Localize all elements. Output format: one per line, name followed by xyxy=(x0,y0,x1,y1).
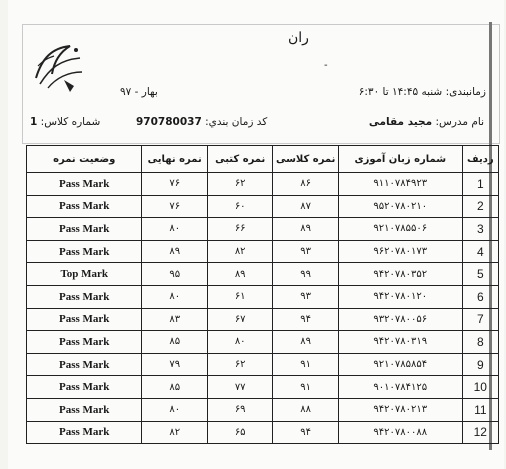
table-row xyxy=(27,331,499,354)
table-header-row xyxy=(27,146,499,173)
final-score: ۸۰ xyxy=(142,398,207,421)
teacher-name: مجید مقامی xyxy=(368,116,433,128)
class-score: ۸۶ xyxy=(273,173,338,196)
table-row xyxy=(27,285,499,308)
table-row xyxy=(27,218,499,241)
final-score: ۹۵ xyxy=(142,263,207,286)
student-code: ۹۲۱۰۷۸۵۵۰۶ xyxy=(338,218,462,241)
table-row xyxy=(27,308,499,331)
document-page xyxy=(8,0,504,469)
header-status: وضعیت نمره xyxy=(27,146,142,173)
schedule-label: زمانبندی: xyxy=(445,86,486,98)
student-code: ۹۰۱۰۷۸۴۱۲۵ xyxy=(338,376,462,399)
class-number-label: شماره کلاس: xyxy=(40,116,101,128)
class-score: ۹۳ xyxy=(273,285,338,308)
table-row xyxy=(27,195,499,218)
written-score: ۶۷ xyxy=(207,308,272,331)
row-index: 11 xyxy=(462,398,498,421)
header-written-score: نمره کتبی xyxy=(207,146,272,173)
teacher-label: نام مدرس: xyxy=(435,116,484,128)
class-score: ۹۹ xyxy=(273,263,338,286)
header-dash: - xyxy=(324,60,328,71)
table-row xyxy=(27,353,499,376)
written-score: ۸۰ xyxy=(207,331,272,354)
written-score: ۸۹ xyxy=(207,263,272,286)
status: Pass Mark xyxy=(27,421,142,444)
class-number-line xyxy=(30,116,100,128)
class-score: ۹۴ xyxy=(273,308,338,331)
teacher-line xyxy=(369,116,484,128)
status: Pass Mark xyxy=(27,353,142,376)
class-score: ۹۴ xyxy=(273,421,338,444)
schedule-line xyxy=(359,86,486,98)
status: Pass Mark xyxy=(27,173,142,196)
course-code-label: کد زمان بندي: xyxy=(205,116,268,128)
student-code: ۹۴۲۰۷۸۰۰۸۸ xyxy=(338,421,462,444)
student-code: ۹۴۲۰۷۸۰۱۲۰ xyxy=(338,285,462,308)
row-index: 10 xyxy=(462,376,498,399)
term-label: بهار - ۹۷ xyxy=(120,86,158,98)
status: Pass Mark xyxy=(27,376,142,399)
row-index: 2 xyxy=(462,195,498,218)
header-class-score: نمره کلاسی xyxy=(273,146,338,173)
final-score: ۷۶ xyxy=(142,173,207,196)
student-code: ۹۱۱۰۷۸۴۹۲۳ xyxy=(338,173,462,196)
final-score: ۸۹ xyxy=(142,240,207,263)
status: Pass Mark xyxy=(27,218,142,241)
final-score: ۸۵ xyxy=(142,331,207,354)
status: Top Mark xyxy=(27,263,142,286)
row-index: 3 xyxy=(462,218,498,241)
written-score: ۷۷ xyxy=(207,376,272,399)
table-row xyxy=(27,398,499,421)
written-score: ۶۶ xyxy=(207,218,272,241)
status: Pass Mark xyxy=(27,285,142,308)
status: Pass Mark xyxy=(27,240,142,263)
row-index: 4 xyxy=(462,240,498,263)
class-score: ۹۱ xyxy=(273,353,338,376)
table-row xyxy=(27,421,499,444)
table-row xyxy=(27,263,499,286)
class-score: ۸۹ xyxy=(273,218,338,241)
class-number-value: 1 xyxy=(30,116,38,128)
written-score: ۸۲ xyxy=(207,240,272,263)
status: Pass Mark xyxy=(27,308,142,331)
final-score: ۸۰ xyxy=(142,285,207,308)
student-code: ۹۴۲۰۷۸۰۳۵۲ xyxy=(338,263,462,286)
class-score: ۹۱ xyxy=(273,376,338,399)
status: Pass Mark xyxy=(27,398,142,421)
row-index: 1 xyxy=(462,173,498,196)
student-code: ۹۶۲۰۷۸۰۱۷۳ xyxy=(338,240,462,263)
student-code: ۹۴۲۰۷۸۰۳۱۹ xyxy=(338,331,462,354)
row-index: 5 xyxy=(462,263,498,286)
header-student-code: شماره زبان آموزی xyxy=(338,146,462,173)
written-score: ۶۱ xyxy=(207,285,272,308)
status: Pass Mark xyxy=(27,195,142,218)
written-score: ۶۲ xyxy=(207,173,272,196)
header-index: رديف xyxy=(462,146,498,173)
final-score: ۸۰ xyxy=(142,218,207,241)
schedule-value: شنبه ۱۴:۴۵ تا ۶:۳۰ xyxy=(358,86,443,98)
student-code: ۹۲۱۰۷۸۵۸۵۴ xyxy=(338,353,462,376)
table-row xyxy=(27,376,499,399)
class-score: ۸۸ xyxy=(273,398,338,421)
row-index: 12 xyxy=(462,421,498,444)
page-title: ران xyxy=(288,30,309,46)
row-index: 7 xyxy=(462,308,498,331)
final-score: ۸۲ xyxy=(142,421,207,444)
row-index: 6 xyxy=(462,285,498,308)
table-row xyxy=(27,173,499,196)
student-code: ۹۴۲۰۷۸۰۲۱۳ xyxy=(338,398,462,421)
table-row xyxy=(27,240,499,263)
final-score: ۷۹ xyxy=(142,353,207,376)
class-score: ۸۹ xyxy=(273,331,338,354)
written-score: ۶۲ xyxy=(207,353,272,376)
header-final-score: نمره نهایی xyxy=(142,146,207,173)
class-score: ۸۷ xyxy=(273,195,338,218)
final-score: ۸۵ xyxy=(142,376,207,399)
course-code-line xyxy=(136,116,267,128)
written-score: ۶۹ xyxy=(207,398,272,421)
final-score: ۸۳ xyxy=(142,308,207,331)
student-code: ۹۳۲۰۷۸۰۰۵۶ xyxy=(338,308,462,331)
written-score: ۶۰ xyxy=(207,195,272,218)
written-score: ۶۵ xyxy=(207,421,272,444)
grades-table xyxy=(26,145,499,444)
institute-logo-icon xyxy=(30,38,88,96)
student-code: ۹۵۲۰۷۸۰۲۱۰ xyxy=(338,195,462,218)
table-body xyxy=(27,173,499,444)
final-score: ۷۶ xyxy=(142,195,207,218)
row-index: 9 xyxy=(462,353,498,376)
course-code-value: 970780037 xyxy=(136,116,202,128)
class-score: ۹۳ xyxy=(273,240,338,263)
status: Pass Mark xyxy=(27,331,142,354)
row-index: 8 xyxy=(462,331,498,354)
